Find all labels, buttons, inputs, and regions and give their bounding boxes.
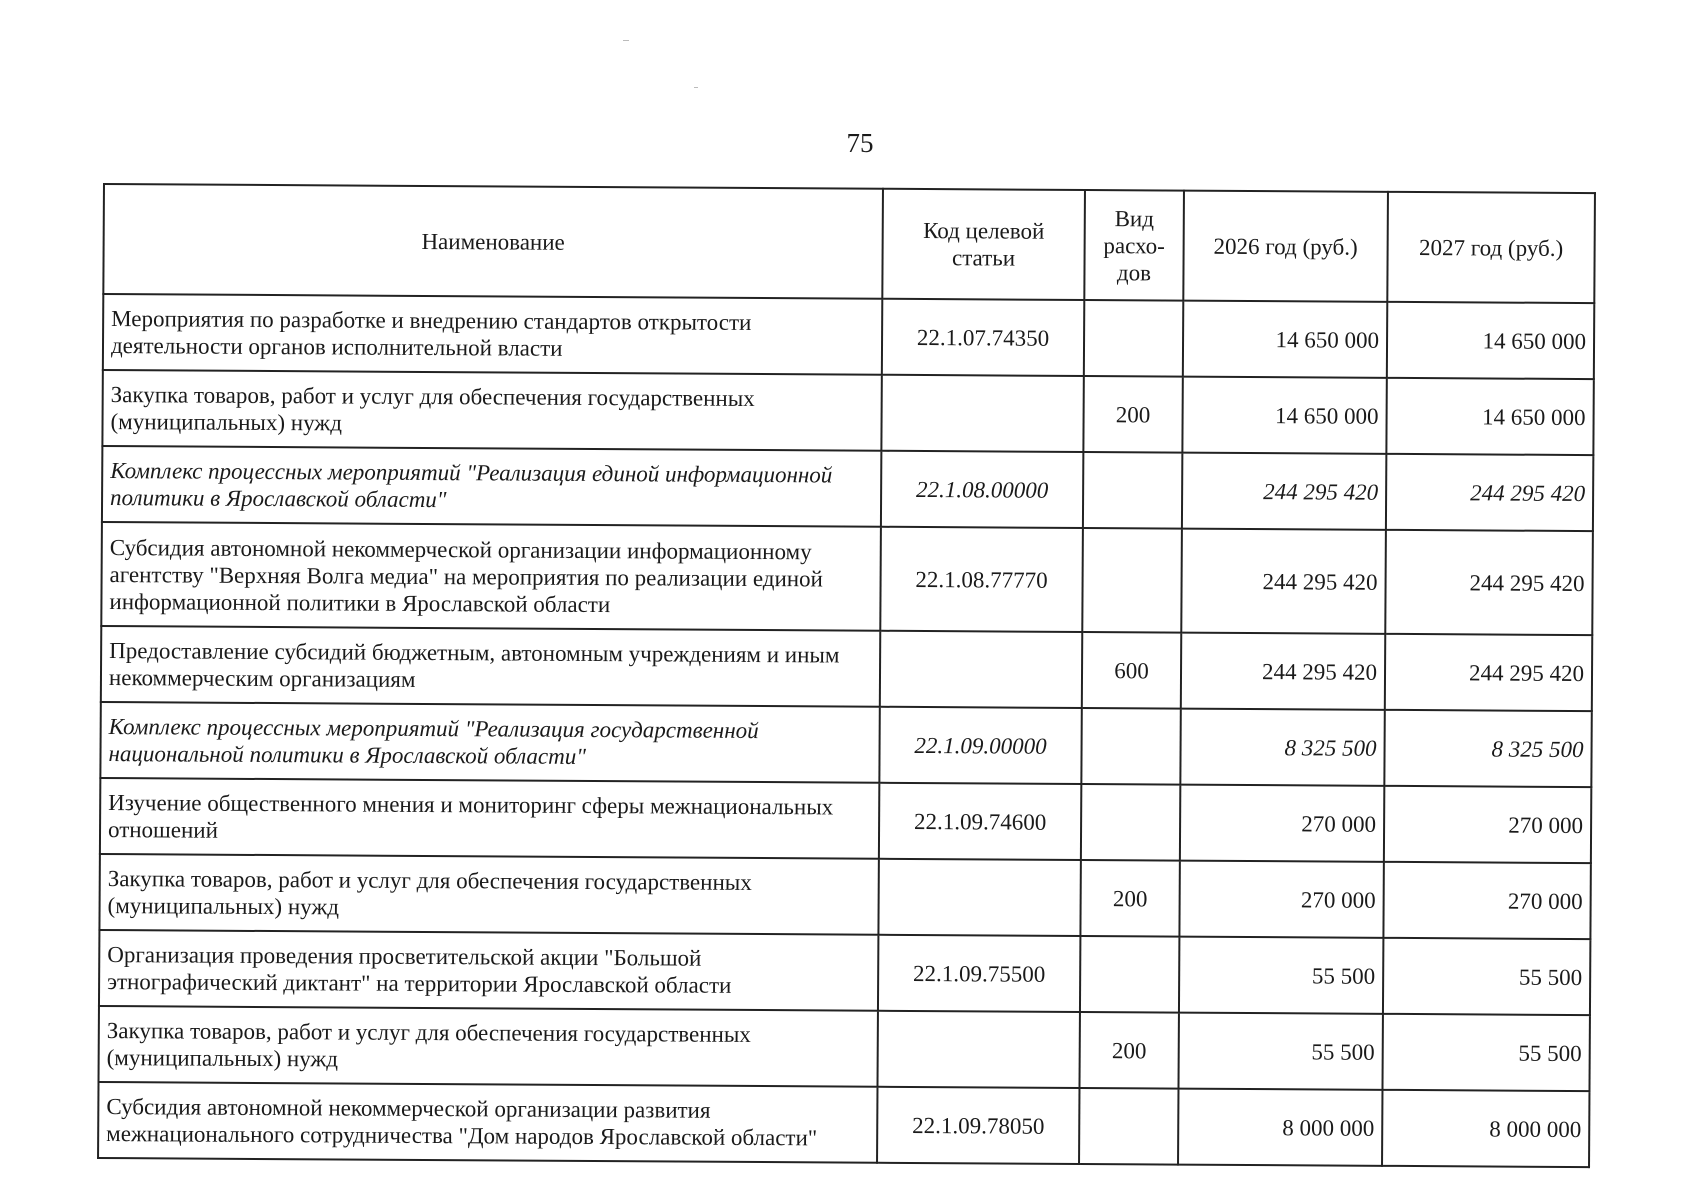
row-amount-2026: 270 000 xyxy=(1179,861,1383,938)
row-type xyxy=(1081,784,1180,861)
row-amount-2027: 8 325 500 xyxy=(1384,710,1591,787)
row-type xyxy=(1080,936,1179,1013)
row-type: 200 xyxy=(1083,376,1182,453)
row-code: 22.1.09.78050 xyxy=(877,1087,1079,1164)
row-amount-2027: 244 295 420 xyxy=(1386,454,1593,531)
row-name: Закупка товаров, работ и услуг для обеспечения государственных (муниципальных) нужд xyxy=(99,854,878,935)
row-code: 22.1.09.74600 xyxy=(879,783,1081,860)
table-row xyxy=(99,930,1590,1015)
budget-table xyxy=(97,183,1596,1168)
row-amount-2027: 270 000 xyxy=(1384,786,1591,863)
table-row-program xyxy=(100,702,1591,787)
row-code: 22.1.08.77770 xyxy=(880,527,1083,632)
row-name: Организация проведения просветительской акции "Большой этнографический диктант" на территории Ярославской области xyxy=(99,930,878,1011)
row-amount-2026: 8 000 000 xyxy=(1178,1089,1382,1166)
row-amount-2027: 270 000 xyxy=(1383,862,1590,939)
table-row xyxy=(101,626,1592,711)
row-type xyxy=(1079,1088,1178,1165)
row-type: 200 xyxy=(1080,860,1179,937)
table-header-row xyxy=(103,184,1595,303)
table-row xyxy=(99,854,1590,939)
row-amount-2027: 244 295 420 xyxy=(1385,634,1592,711)
row-name: Закупка товаров, работ и услуг для обеспечения государственных (муниципальных) нужд xyxy=(99,1006,878,1087)
row-amount-2027: 244 295 420 xyxy=(1385,530,1593,635)
row-type xyxy=(1083,452,1182,529)
row-code: 22.1.08.00000 xyxy=(881,451,1083,528)
row-amount-2026: 270 000 xyxy=(1180,785,1384,862)
row-code: 22.1.09.00000 xyxy=(879,707,1081,784)
row-code: 22.1.09.75500 xyxy=(878,935,1080,1012)
row-code: 22.1.07.74350 xyxy=(882,299,1084,376)
row-type xyxy=(1081,708,1180,785)
table-row xyxy=(100,778,1591,863)
row-type xyxy=(1084,300,1183,377)
row-amount-2026: 244 295 420 xyxy=(1181,633,1385,710)
scan-artifact-top-2 xyxy=(694,87,698,88)
row-type: 200 xyxy=(1079,1012,1178,1089)
table-row xyxy=(99,1006,1590,1091)
row-amount-2026: 244 295 420 xyxy=(1181,529,1386,634)
row-name: Предоставление субсидий бюджетным, автономным учреждениям и иным некоммерческим организациям xyxy=(101,626,880,707)
row-amount-2027: 14 650 000 xyxy=(1387,302,1594,379)
row-name: Субсидия автономной некоммерческой организации информационному агентству "Верхняя Волга медиа" на мероприятия по реализации единой информационной политики в Ярославской области xyxy=(101,522,881,631)
table-row xyxy=(101,522,1593,635)
header-2027: 2027 год (руб.) xyxy=(1387,192,1595,303)
row-amount-2027: 55 500 xyxy=(1382,1014,1589,1091)
row-amount-2026: 55 500 xyxy=(1178,1013,1382,1090)
header-2026: 2026 год (руб.) xyxy=(1183,191,1388,302)
row-name: Изучение общественного мнения и мониторинг сферы межнациональных отношений xyxy=(100,778,879,859)
row-code xyxy=(878,859,1080,936)
header-type: Вид расхо-дов xyxy=(1084,190,1184,301)
row-code xyxy=(880,631,1082,708)
header-name: Наименование xyxy=(103,184,883,299)
row-type xyxy=(1082,528,1182,633)
row-amount-2027: 8 000 000 xyxy=(1382,1090,1589,1167)
row-amount-2026: 55 500 xyxy=(1179,937,1383,1014)
row-amount-2027: 55 500 xyxy=(1383,938,1590,1015)
header-code: Код целевой статьи xyxy=(882,189,1085,300)
row-amount-2026: 14 650 000 xyxy=(1182,377,1386,454)
row-amount-2026: 8 325 500 xyxy=(1180,709,1384,786)
row-type: 600 xyxy=(1082,632,1181,709)
page-number: 75 xyxy=(846,128,874,158)
scan-artifact-top xyxy=(623,40,629,41)
row-amount-2026: 14 650 000 xyxy=(1183,301,1387,378)
row-name: Комплекс процессных мероприятий "Реализация государственной национальной политики в Ярославской области" xyxy=(100,702,879,783)
row-name: Комплекс процессных мероприятий "Реализация единой информационной политики в Ярославской области" xyxy=(102,446,881,527)
row-name: Мероприятия по разработке и внедрению стандартов открытости деятельности органов исполнительной власти xyxy=(103,294,882,375)
row-amount-2026: 244 295 420 xyxy=(1182,453,1386,530)
row-name: Субсидия автономной некоммерческой организации развития межнационального сотрудничества "Дом народов Ярославской области" xyxy=(98,1082,877,1163)
table-row xyxy=(103,294,1594,379)
row-code xyxy=(881,375,1083,452)
table-row-program xyxy=(102,446,1593,531)
row-amount-2027: 14 650 000 xyxy=(1386,378,1593,455)
table-row xyxy=(98,1082,1589,1167)
row-code xyxy=(877,1011,1079,1088)
table-row xyxy=(102,370,1593,455)
row-name: Закупка товаров, работ и услуг для обеспечения государственных (муниципальных) нужд xyxy=(102,370,881,451)
